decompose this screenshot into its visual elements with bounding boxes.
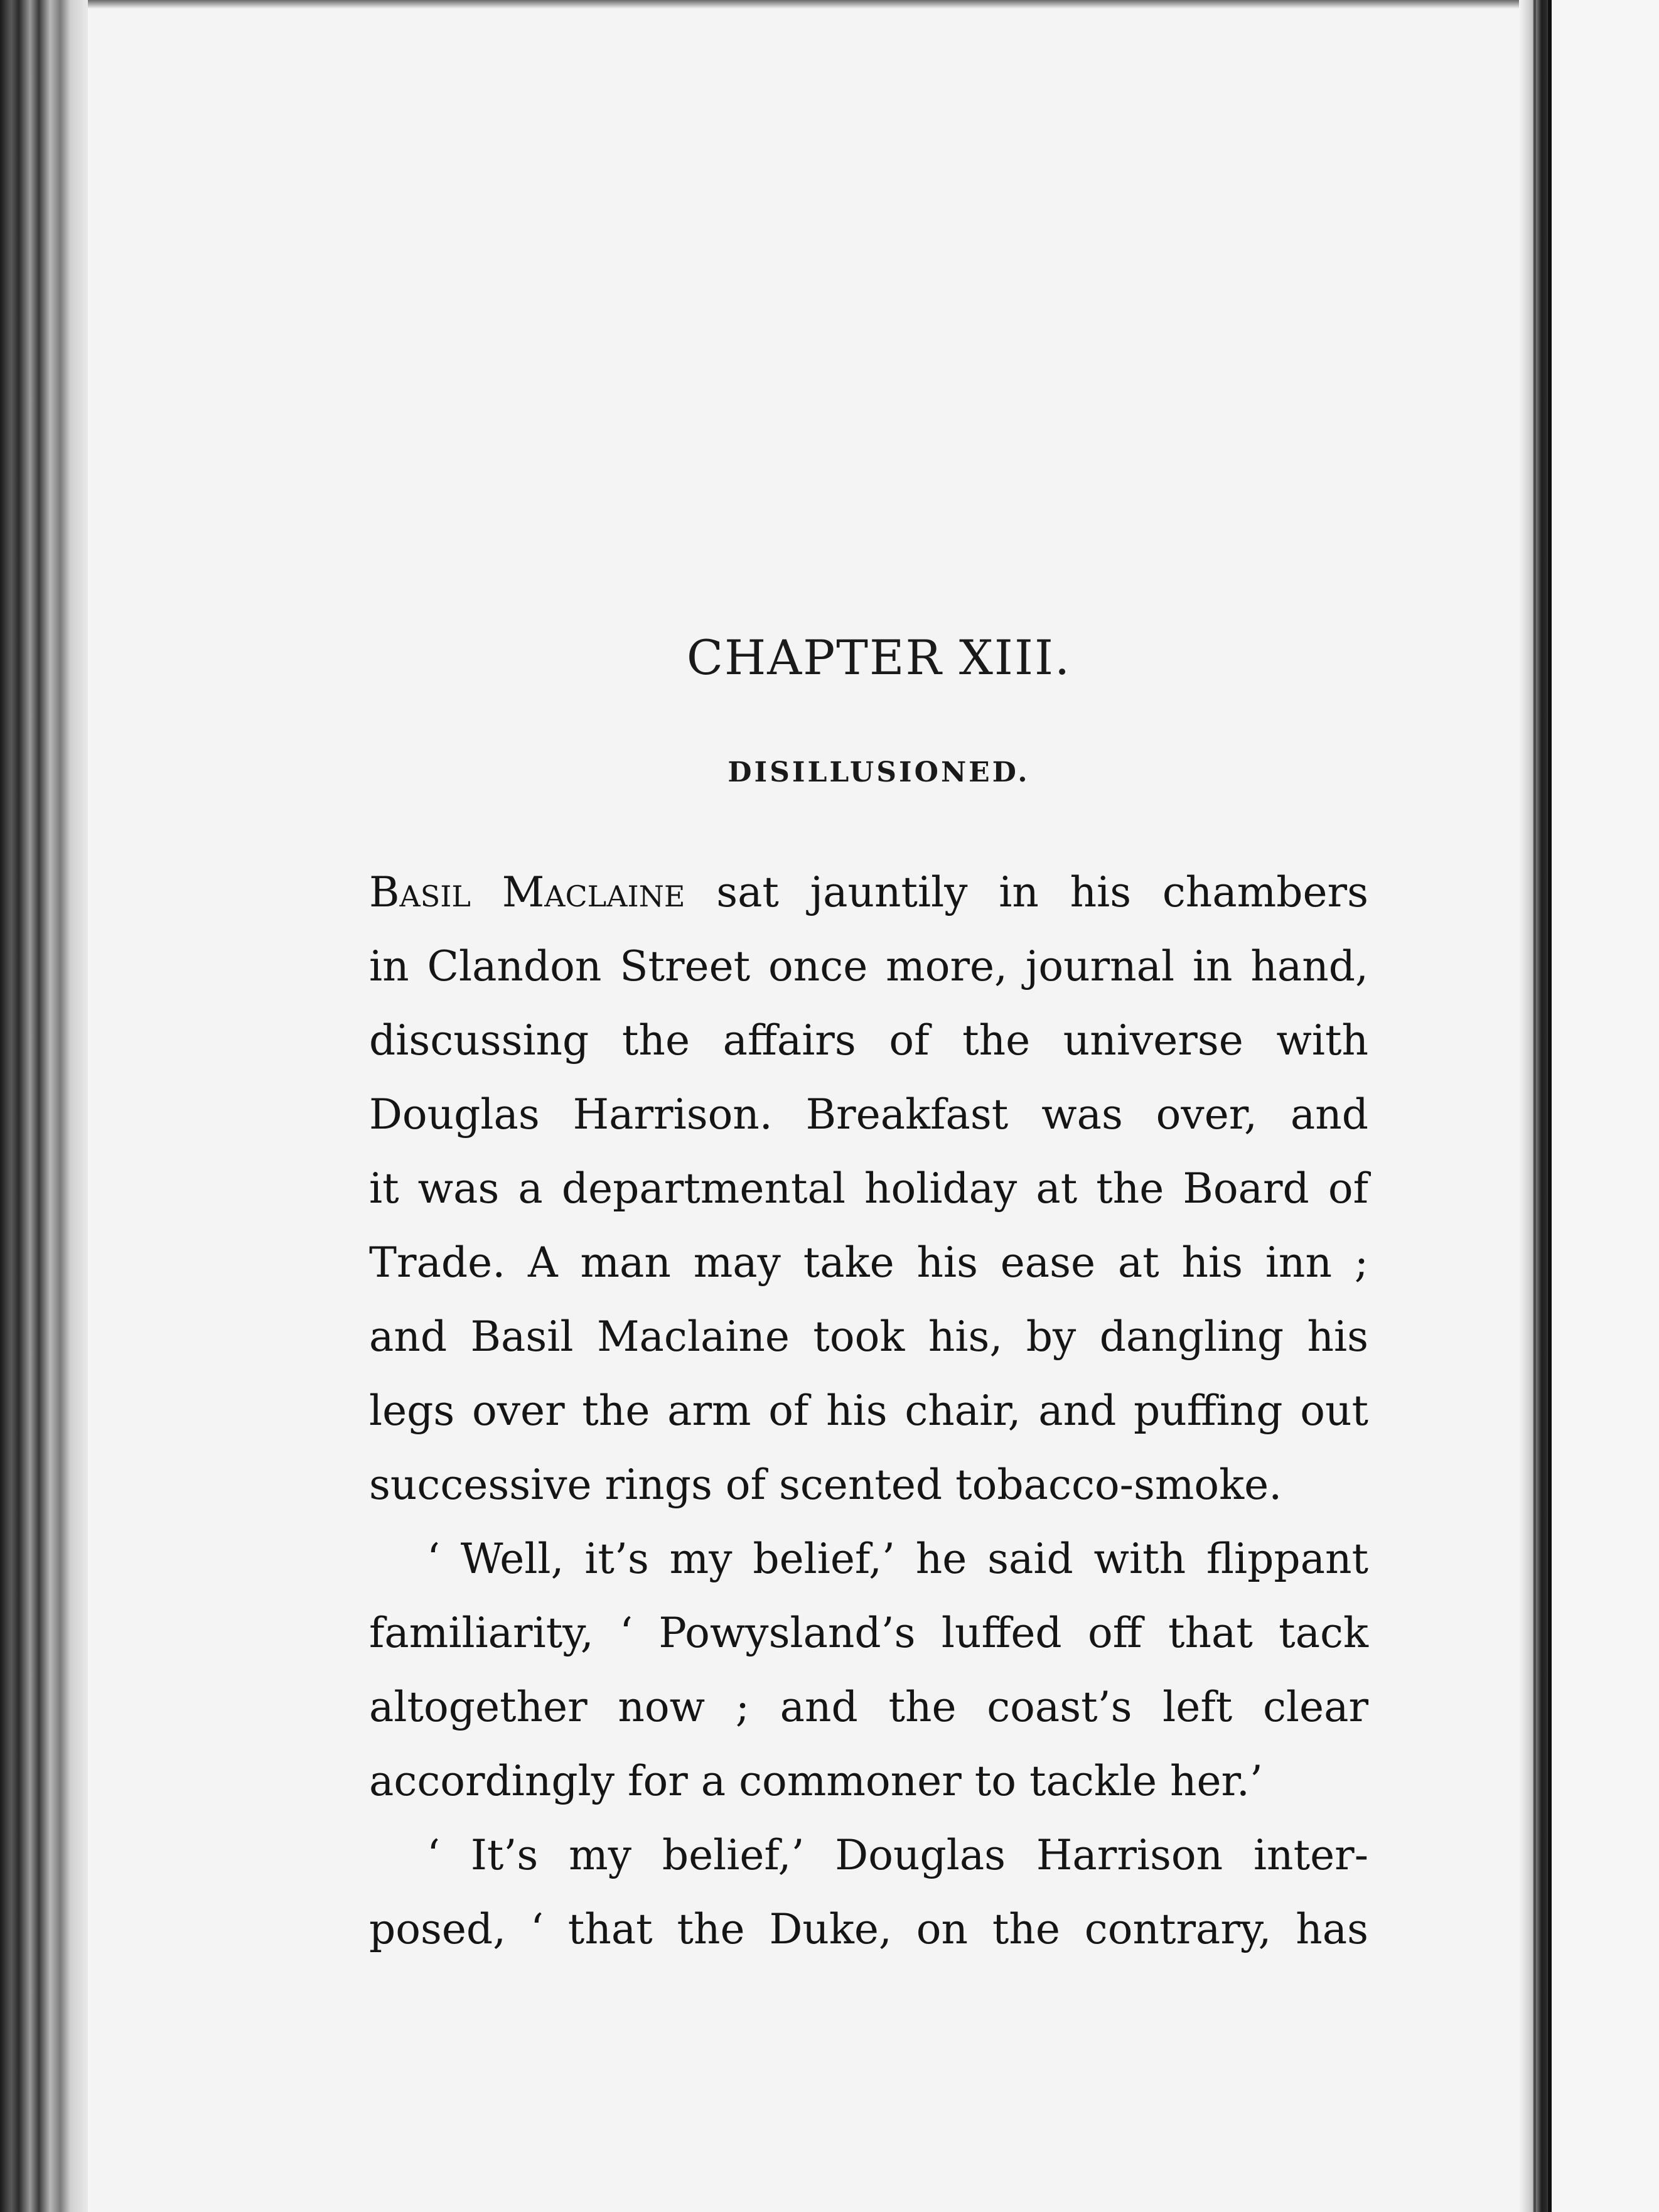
text-line: discussing the affairs of the universe with bbox=[369, 1016, 1368, 1065]
chapter-title: CHAPTER XIII. bbox=[686, 630, 1071, 685]
text-line: Douglas Harrison. Breakfast was over, and bbox=[369, 1090, 1368, 1139]
text-line: and Basil Maclaine took his, by dangling his bbox=[369, 1313, 1368, 1361]
text-line: successive rings of scented tobacco-smoke. bbox=[369, 1461, 1282, 1509]
text-line: Trade. A man may take his ease at his inn ; bbox=[369, 1238, 1368, 1287]
chapter-body-text bbox=[369, 856, 1368, 1967]
gutter-fold-line bbox=[1533, 0, 1536, 2212]
text-line: altogether now ; and the coast’s left clear bbox=[369, 1683, 1368, 1731]
text-line: accordingly for a commoner to tackle her.’ bbox=[369, 1757, 1263, 1805]
text-line: Basil Maclaine sat jauntily in his chambers bbox=[369, 868, 1368, 916]
text-line: ‘ Well, it’s my belief,’ he said with flippant bbox=[427, 1535, 1368, 1583]
text-line: legs over the arm of his chair, and puffing out bbox=[369, 1387, 1368, 1435]
gutter-binding-line bbox=[1548, 0, 1552, 2212]
text-line: it was a departmental holiday at the Board of bbox=[369, 1164, 1368, 1213]
chapter-subtitle: DISILLUSIONED. bbox=[727, 756, 1030, 788]
text-line: in Clandon Street once more, journal in hand, bbox=[369, 942, 1368, 991]
text-line: ‘ It’s my belief,’ Douglas Harrison inter- bbox=[427, 1831, 1368, 1879]
text-line: posed, ‘ that the Duke, on the contrary, has bbox=[369, 1905, 1368, 1953]
text-line: familiarity, ‘ Powysland’s luffed off that tack bbox=[369, 1609, 1368, 1657]
facing-page bbox=[1550, 0, 1659, 2212]
book-page-edge-left bbox=[0, 0, 88, 2212]
page-top-shadow bbox=[88, 0, 1544, 9]
opening-name: Basil Maclaine bbox=[369, 868, 685, 916]
